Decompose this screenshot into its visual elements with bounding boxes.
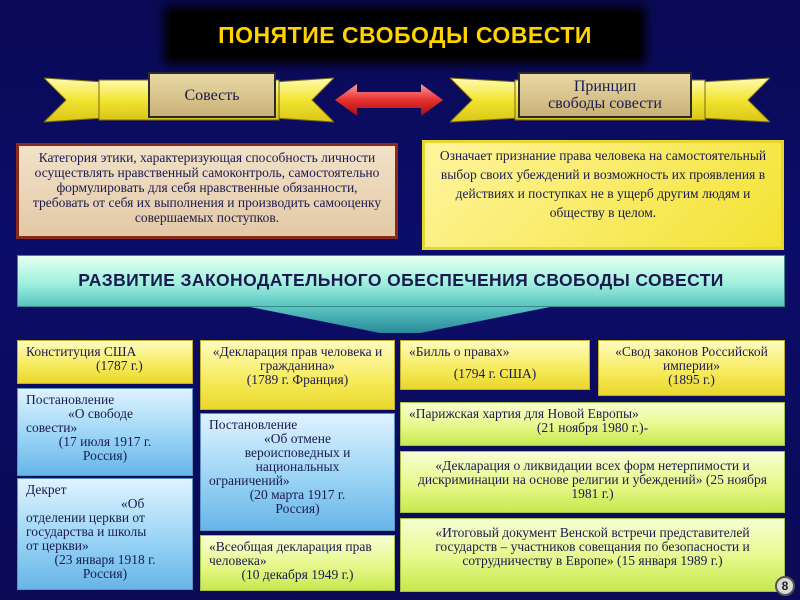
page-number: 8 (775, 576, 795, 596)
double-arrow-icon (335, 84, 443, 116)
card-postanovlenie-freedom-l1: Постановление (26, 392, 115, 407)
card-declaration-intolerance (400, 451, 785, 513)
card-postanovlenie-restrictions-l4: национальных (255, 459, 340, 474)
card-dekret-1918-date: (23 января 1918 г. (54, 552, 156, 567)
ribbon-left-label (148, 72, 276, 118)
banner-pointer (250, 307, 550, 333)
card-declaration-rights-man-date: (1789 г. Франция) (246, 372, 349, 387)
card-postanovlenie-restrictions-l1: Постановление (209, 417, 298, 432)
card-bill-of-rights-title: «Билль о правах» (409, 344, 510, 359)
card-universal-declaration-date: (10 декабря 1949 г.) (241, 567, 354, 582)
card-paris-charter (400, 402, 785, 446)
card-usa-constitution-title: Конституция США (26, 344, 137, 359)
card-dekret-1918-l4: государства и школы (26, 524, 147, 539)
card-usa-constitution-date: (1787 г.) (96, 358, 143, 373)
card-svod-zakonov-date: (1895 г.) (668, 372, 715, 387)
card-paris-charter-date: (21 ноября 1980 г.)- (536, 420, 649, 435)
card-dekret-1918-l5: от церкви» (26, 538, 89, 553)
card-svod-zakonov-title: «Свод законов Российской империи» (615, 344, 768, 373)
card-postanovlenie-restrictions (200, 413, 395, 531)
card-bill-of-rights-date: (1794 г. США) (453, 366, 537, 381)
section-banner: РАЗВИТИЕ ЗАКОНОДАТЕЛЬНОГО ОБЕСПЕЧЕНИЯ СВОБОДЫ СОВЕСТИ (17, 255, 785, 307)
conscience-definition-box (16, 143, 398, 239)
card-postanovlenie-freedom (17, 388, 193, 476)
card-postanovlenie-restrictions-l5: ограничений» (209, 473, 290, 488)
card-postanovlenie-restrictions-place: Россия) (275, 501, 320, 516)
card-bill-of-rights (400, 340, 590, 390)
ribbon-right-label (518, 72, 692, 118)
freedom-principle-box (422, 140, 784, 250)
card-usa-constitution (17, 340, 193, 384)
card-dekret-1918 (17, 478, 193, 590)
card-postanovlenie-freedom-l3: совести» (26, 420, 78, 435)
card-dekret-1918-place: Россия) (82, 566, 128, 581)
ribbon-left-text: Совесть (184, 86, 240, 104)
card-postanovlenie-freedom-l2: «О свободе (68, 406, 133, 421)
card-dekret-1918-l2: «Об (121, 496, 145, 511)
card-postanovlenie-restrictions-date: (20 марта 1917 г. (249, 487, 346, 502)
card-declaration-rights-man (200, 340, 395, 410)
page-title: ПОНЯТИЕ СВОБОДЫ СОВЕСТИ (170, 12, 640, 58)
ribbon-right-text-2: свободы совести (548, 95, 662, 112)
card-declaration-rights-man-title: «Декларация прав человека и гражданина» (212, 344, 383, 373)
card-svod-zakonov (598, 340, 785, 396)
card-postanovlenie-restrictions-l3: вероисповедных и (244, 445, 351, 460)
card-postanovlenie-freedom-place: Россия) (82, 448, 128, 463)
card-postanovlenie-restrictions-l2: «Об отмене (264, 431, 331, 446)
card-dekret-1918-l1: Декрет (26, 482, 67, 497)
card-postanovlenie-freedom-date: (17 июля 1917 г. (58, 434, 152, 449)
ribbon-right-text-1: Принцип (573, 78, 637, 95)
card-universal-declaration (200, 535, 395, 591)
card-vienna-document-text: «Итоговый документ Венской встречи представителей государств – участников совещания по безопасности и сотрудничеству в Европе» (15 января 1989 г.) (435, 525, 750, 568)
conscience-definition-text: Категория этики, характеризующая способность личности осуществлять нравственный самоконтроль, самостоятельно формулировать для себя нравственные обязанности, требовать от себя их выполнения и производить самооценку совершаемых поступков. (32, 150, 382, 225)
card-universal-declaration-title: «Всеобщая декларация прав человека» (209, 539, 372, 568)
card-paris-charter-title: «Парижская хартия для Новой Европы» (409, 406, 639, 421)
card-declaration-intolerance-text: «Декларация о ликвидации всех форм нетерпимости и дискриминации на основе религии и убеждений» (25 ноября 1981 г.) (418, 458, 767, 501)
card-vienna-document (400, 518, 785, 592)
freedom-principle-text: Означает признание права человека на самостоятельный выбор своих убеждений и возможность их проявления в действиях и поступках не в ущерб другим людям и обществу в целом. (439, 148, 767, 220)
card-dekret-1918-l3: отделении церкви от (26, 510, 145, 525)
